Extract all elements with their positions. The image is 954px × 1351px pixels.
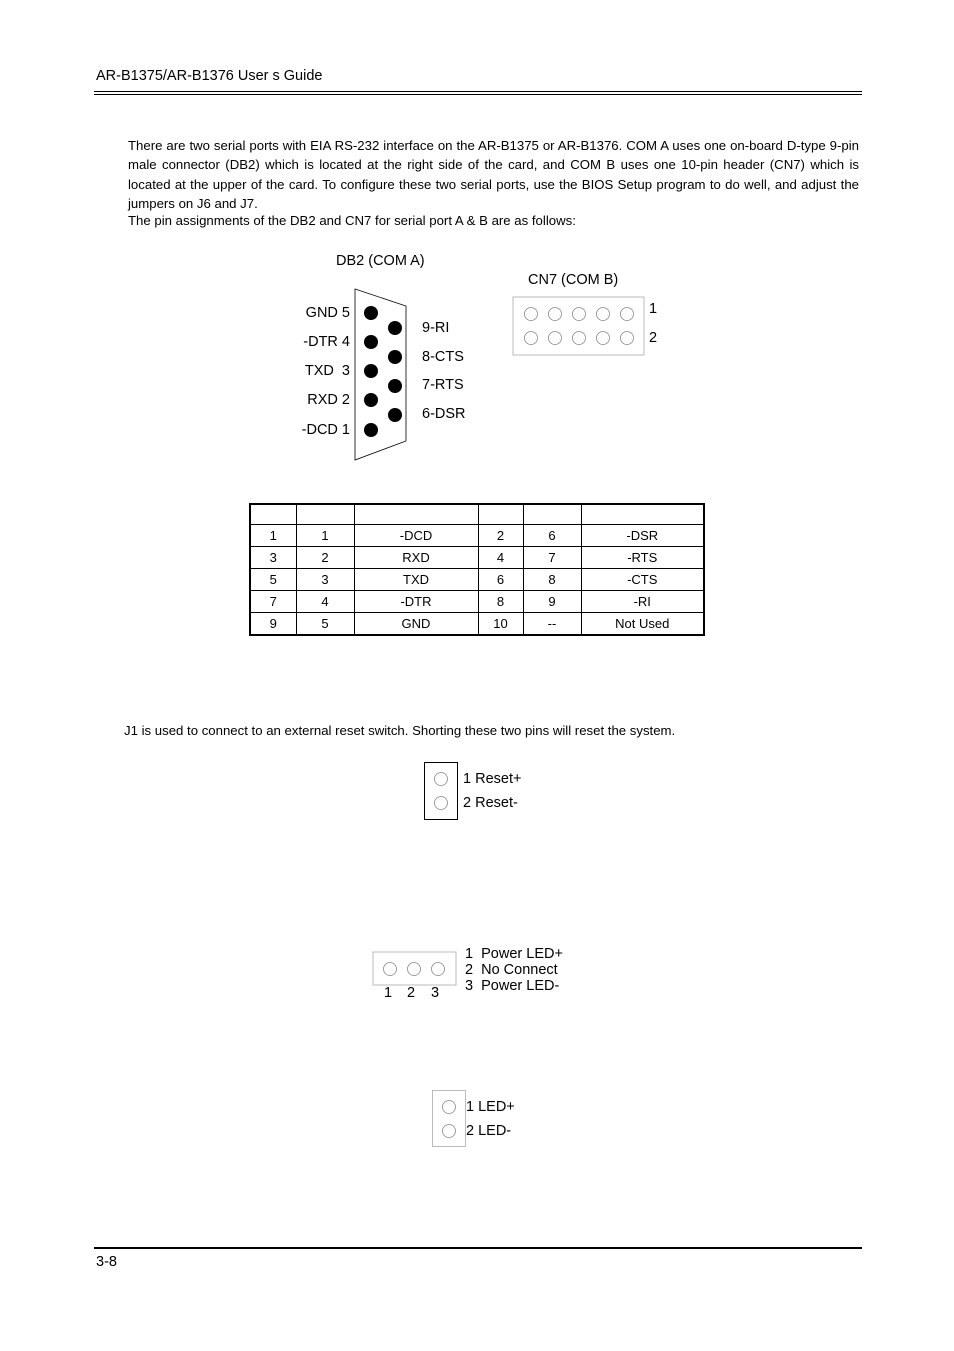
power-led-pin-number-3: 3 — [431, 985, 440, 1001]
table-cell: 1 — [250, 525, 296, 547]
table-row — [250, 591, 704, 613]
table-cell: Not Used — [581, 613, 704, 636]
db2-pin-2 — [364, 393, 378, 407]
cn7-row-label-2: 2 — [649, 330, 658, 346]
table-cell: -- — [523, 613, 581, 636]
table-cell: 2 — [296, 547, 354, 569]
db2-pin-6 — [388, 408, 402, 422]
table-cell: -DCD — [354, 525, 478, 547]
cn7-header — [512, 296, 646, 357]
db2-pin-label-rts: 7-RTS — [422, 377, 464, 393]
cn7-title: CN7 (COM B) — [528, 272, 619, 288]
header-rule — [94, 91, 862, 92]
table-header-cell — [581, 504, 704, 525]
table-cell: -CTS — [581, 569, 704, 591]
table-cell: 9 — [523, 591, 581, 613]
pin-assignment-table — [249, 503, 705, 636]
db2-pin-4 — [364, 335, 378, 349]
power-led-pin1-label: 1 Power LED+ — [465, 946, 563, 962]
db2-pin-1 — [364, 423, 378, 437]
header-rule-double — [94, 94, 862, 95]
table-row — [250, 613, 704, 636]
db2-pin-label-txd: TXD 3 — [304, 363, 350, 379]
power-led-pin-number-1: 1 — [384, 985, 393, 1001]
db2-pin-label-dtr: -DTR 4 — [303, 334, 350, 350]
j1-header — [423, 761, 461, 823]
page-number: 3-8 — [96, 1254, 117, 1270]
cn7-row-label-1: 1 — [649, 301, 658, 317]
table-cell: 5 — [250, 569, 296, 591]
power-led-header — [372, 951, 458, 987]
table-cell: 8 — [523, 569, 581, 591]
table-cell: 1 — [296, 525, 354, 547]
table-cell: -DSR — [581, 525, 704, 547]
power-led-pin2-label: 2 No Connect — [465, 962, 558, 978]
table-header-row — [250, 504, 704, 525]
table-row — [250, 525, 704, 547]
table-header-cell — [250, 504, 296, 525]
db2-title: DB2 (COM A) — [336, 253, 425, 269]
db2-pin-3 — [364, 364, 378, 378]
table-cell: 7 — [250, 591, 296, 613]
table-cell: -RI — [581, 591, 704, 613]
db2-pin-label-dcd: -DCD 1 — [301, 422, 350, 438]
led-header — [431, 1089, 469, 1149]
table-header-cell — [354, 504, 478, 525]
table-cell: 8 — [478, 591, 523, 613]
db2-pin-label-gnd: GND 5 — [305, 305, 350, 321]
table-cell: GND — [354, 613, 478, 636]
db2-pin-5 — [364, 306, 378, 320]
page-header-title: AR-B1375/AR-B1376 User s Guide — [96, 68, 323, 84]
table-row — [250, 547, 704, 569]
j1-pin1-label: 1 Reset+ — [463, 771, 522, 787]
table-cell: 10 — [478, 613, 523, 636]
table-cell: 6 — [478, 569, 523, 591]
j1-description: J1 is used to connect to an external reset switch. Shorting these two pins will reset the system. — [124, 723, 676, 738]
db2-pin-8 — [388, 350, 402, 364]
led-pin1-label: 1 LED+ — [466, 1099, 515, 1115]
table-cell: TXD — [354, 569, 478, 591]
table-cell: 4 — [478, 547, 523, 569]
led-pin2-label: 2 LED- — [466, 1123, 512, 1139]
intro-paragraph: There are two serial ports with EIA RS-232 interface on the AR-B1375 or AR-B1376. COM A uses one on-board D-type 9-pin male connector (DB2) which is located at the right side of the card, and COM B uses one 10-pin header (CN7) which is located at the upper of the card. To configure these two serial ports, use the BIOS Setup program to do well, and adjust the jumpers on J6 and J7. — [128, 138, 859, 211]
table-header-cell — [478, 504, 523, 525]
table-cell: RXD — [354, 547, 478, 569]
table-cell: -RTS — [581, 547, 704, 569]
db2-pin-label-dsr: 6-DSR — [422, 406, 466, 422]
db2-pin-label-cts: 8-CTS — [422, 349, 464, 365]
table-header-cell — [296, 504, 354, 525]
table-cell: 3 — [250, 547, 296, 569]
j1-pin2-label: 2 Reset- — [463, 795, 518, 811]
intro-line: The pin assignments of the DB2 and CN7 for serial port A & B are as follows: — [128, 213, 576, 228]
table-cell: 5 — [296, 613, 354, 636]
table-row — [250, 569, 704, 591]
table-cell: 6 — [523, 525, 581, 547]
table-cell: 2 — [478, 525, 523, 547]
table-cell: -DTR — [354, 591, 478, 613]
db2-pin-7 — [388, 379, 402, 393]
table-header-cell — [523, 504, 581, 525]
db2-pin-9 — [388, 321, 402, 335]
table-cell: 4 — [296, 591, 354, 613]
db2-pins — [360, 303, 408, 443]
db2-pin-label-ri: 9-RI — [422, 320, 450, 336]
power-led-pin3-label: 3 Power LED- — [465, 978, 560, 994]
power-led-pin-number-2: 2 — [407, 985, 416, 1001]
table-cell: 7 — [523, 547, 581, 569]
table-cell: 9 — [250, 613, 296, 636]
footer-rule — [94, 1247, 862, 1249]
table-cell: 3 — [296, 569, 354, 591]
db2-pin-label-rxd: RXD 2 — [307, 392, 350, 408]
